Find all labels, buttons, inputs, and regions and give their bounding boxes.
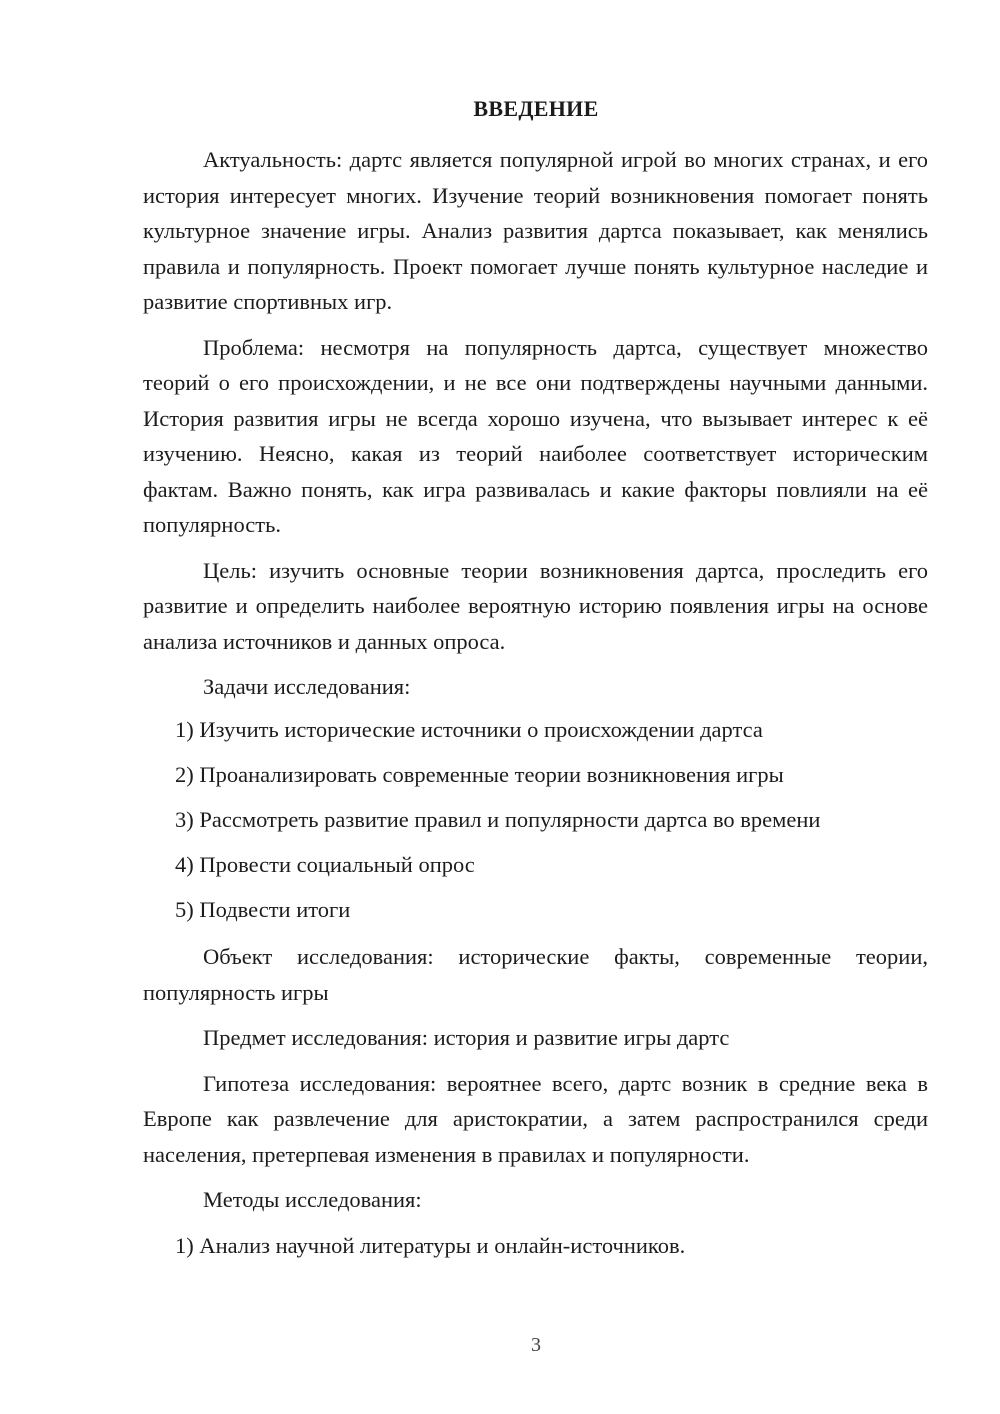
subject-paragraph: Предмет исследования: история и развитие игры дартс xyxy=(203,1025,730,1050)
relevance-paragraph: Актуальность: дартс является популярной игрой во многих странах, и его история интересует многих. Изучение теорий возникновения помогает понять культурное значение игры. Анализ развития дартса показывает, как менялись правила и популярность. Проект помогает лучше понять культурное наследие и развитие спортивных игр. xyxy=(143,147,928,314)
goal-paragraph: Цель: изучить основные теории возникновения дартса, проследить его развитие и определить наиболее вероятную историю появления игры на основе анализа источников и данных опроса. xyxy=(143,557,928,654)
list-item: 5) Подвести итоги xyxy=(175,897,351,922)
list-item: 2) Проанализировать современные теории возникновения игры xyxy=(175,762,784,787)
list-item: 1) Изучить исторические источники о происхождении дартса xyxy=(175,717,763,742)
hypothesis-paragraph: Гипотеза исследования: вероятнее всего, дартс возник в средние века в Европе как развлечение для аристократии, а затем распространился среди населения, претерпевая изменения в правилах и популярности. xyxy=(143,1070,928,1167)
problem-paragraph: Проблема: несмотря на популярность дартса, существует множество теорий о его происхождении, и не все они подтверждены научными данными. История развития игры не всегда хорошо изучена, что вызывает интерес к её изучению. Неясно, какая из теорий наиболее соответствует историческим фактам. Важно понять, как игра развивалась и какие факторы повлияли на её популярность. xyxy=(143,334,928,537)
list-item: 1) Анализ научной литературы и онлайн-источников. xyxy=(175,1232,686,1258)
methods-heading: Методы исследования: xyxy=(203,1187,422,1212)
object-paragraph: Объект исследования: исторические факты, современные теории, популярность игры xyxy=(143,944,928,1005)
tasks-heading: Задачи исследования: xyxy=(203,674,411,699)
section-heading: ВВЕДЕНИЕ xyxy=(473,96,599,121)
list-item: 4) Провести социальный опрос xyxy=(175,852,475,877)
list-item: 3) Рассмотреть развитие правил и популярности дартса во времени xyxy=(175,807,821,832)
tasks-list xyxy=(143,712,928,927)
page-number: 3 xyxy=(531,1334,541,1356)
document-body-continued xyxy=(143,939,928,1263)
document-body xyxy=(143,142,928,705)
